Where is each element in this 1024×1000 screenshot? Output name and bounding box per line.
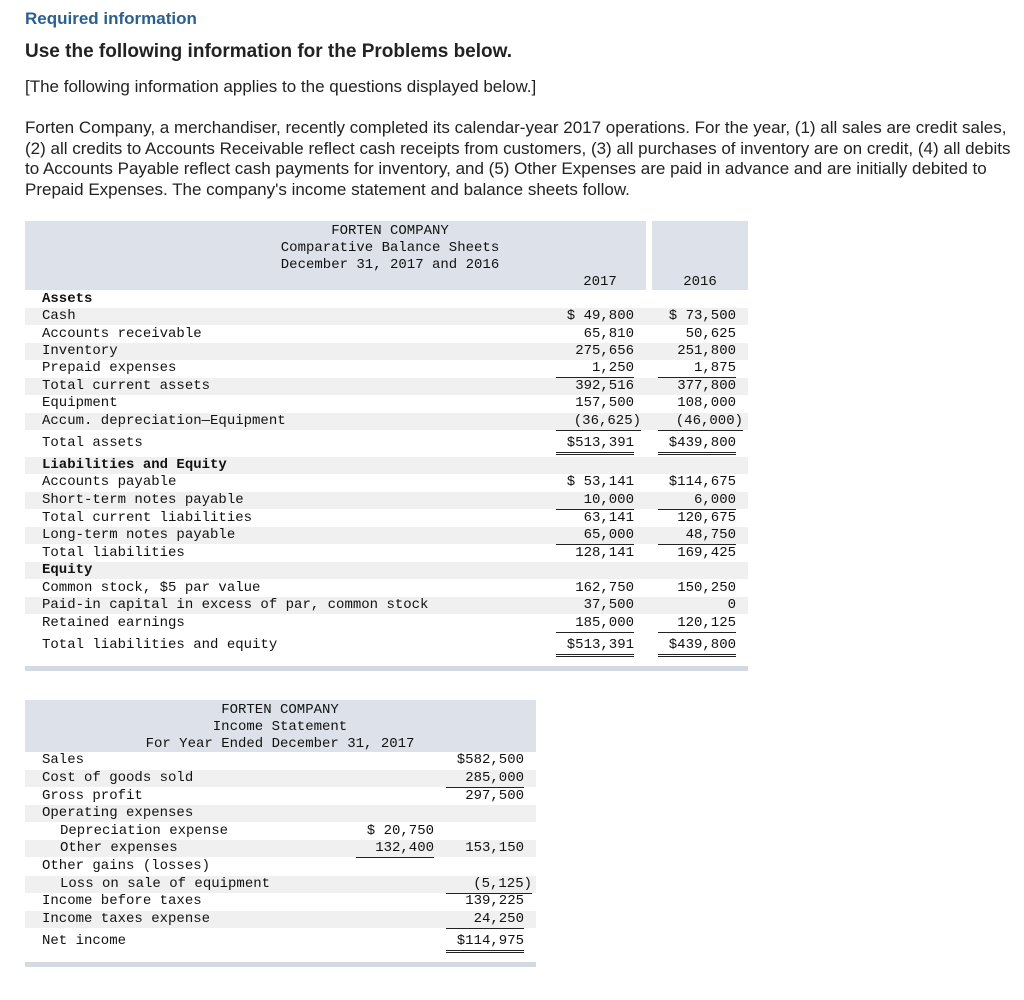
problem-description: Forten Company, a merchandiser, recently completed its calendar-year 2017 operations. For the year, (1) all sales are credit sales, (2) all credits to Accounts Receivable reflect cash receipts from customers, (3) all purchases of inventory are on credit, (4) all debits to Accounts Payable reflect cash payments for inventory, and (5) Other Expenses are paid in advance and are initially debited to Prepaid Expenses. The company's income statement and balance sheets follow. [25, 118, 1011, 199]
paid-in-capital-2017: 37,500 [583, 597, 634, 613]
balance-title-statement: Comparative Balance Sheets [280, 240, 500, 256]
balance-bottom-rule [25, 666, 748, 671]
retained-earnings-2017: 185,000 [556, 615, 634, 633]
income-bottom-rule [25, 962, 536, 967]
row-label-liabilities-equity: Liabilities and Equity [42, 457, 227, 473]
prepaid-2017: 1,250 [556, 360, 634, 378]
income-label-operating-expenses: Operating expenses [42, 805, 194, 821]
income-label-cogs: Cost of goods sold [42, 770, 194, 786]
accounts-receivable-2016: 50,625 [685, 326, 736, 342]
row-label-inventory: Inventory [42, 343, 118, 359]
row-label-accum-depreciation: Accum. depreciation—Equipment [42, 413, 286, 429]
total-current-liabilities-2017: 63,141 [583, 510, 634, 526]
total-liabilities-equity-2016: $439,800 [658, 637, 736, 657]
income-label-other-gains: Other gains (losses) [42, 858, 211, 874]
accounts-payable-2017: $ 53,141 [566, 474, 634, 490]
applies-note: [The following information applies to the questions displayed below.] [25, 77, 537, 96]
row-label-cash: Cash [42, 308, 76, 324]
row-label-equity: Equity [42, 562, 93, 578]
total-liabilities-equity-2017: $513,391 [556, 637, 634, 657]
stripe [25, 562, 748, 579]
income-taxes-value: 24,250 [446, 911, 524, 929]
short-term-notes-2016: 6,000 [658, 492, 736, 510]
row-label-total-liabilities-equity: Total liabilities and equity [42, 637, 278, 653]
total-current-assets-2016: 377,800 [677, 378, 736, 394]
income-label-net-income: Net income [42, 933, 127, 949]
income-title-company: FORTEN COMPANY [221, 702, 339, 718]
equipment-2017: 157,500 [575, 395, 634, 411]
total-assets-2016: $439,800 [658, 435, 736, 455]
income-label-income-before-taxes: Income before taxes [42, 893, 202, 909]
row-label-short-term-notes: Short-term notes payable [42, 492, 244, 508]
equipment-2016: 108,000 [677, 395, 736, 411]
row-label-total-assets: Total assets [42, 435, 143, 451]
row-label-long-term-notes: Long-term notes payable [42, 527, 236, 543]
accum-depreciation-2017: (36,625) [556, 413, 641, 431]
balance-col-2016: 2016 [683, 274, 717, 290]
inventory-2017: 275,656 [575, 343, 634, 359]
accounts-receivable-2017: 65,810 [583, 326, 634, 342]
loss-on-sale-value: (5,125) [446, 876, 532, 894]
other-expenses-value: 132,400 [356, 840, 434, 858]
row-label-total-current-assets: Total current assets [42, 378, 211, 394]
cash-2016: $ 73,500 [668, 308, 736, 324]
income-title-date: For Year Ended December 31, 2017 [145, 736, 415, 752]
prepaid-2016: 1,875 [658, 360, 736, 378]
row-label-total-liabilities: Total liabilities [42, 545, 185, 561]
balance-col-2017: 2017 [583, 274, 617, 290]
row-label-paid-in-capital: Paid-in capital in excess of par, common stock [42, 597, 429, 613]
net-income-value: $114,975 [446, 933, 524, 953]
gross-profit-value: 297,500 [465, 788, 524, 804]
stripe [25, 343, 748, 360]
stripe [25, 308, 748, 325]
retained-earnings-2016: 120,125 [658, 615, 736, 633]
row-label-assets: Assets [42, 291, 93, 307]
common-stock-2017: 162,750 [575, 580, 634, 596]
balance-title-date: December 31, 2017 and 2016 [280, 257, 500, 273]
row-label-total-current-liabilities: Total current liabilities [42, 510, 253, 526]
sales-value: $582,500 [456, 752, 524, 768]
income-label-other-expenses: Other expenses [60, 840, 178, 856]
row-label-accounts-receivable: Accounts receivable [42, 326, 202, 342]
income-label-sales: Sales [42, 752, 85, 768]
total-liabilities-2016: 169,425 [677, 545, 736, 561]
income-label-gross-profit: Gross profit [42, 788, 143, 804]
row-label-accounts-payable: Accounts payable [42, 474, 177, 490]
balance-title-company: FORTEN COMPANY [331, 223, 449, 239]
depreciation-expense-value: $ 20,750 [366, 823, 434, 839]
long-term-notes-2017: 65,000 [556, 527, 634, 545]
total-liabilities-2017: 128,141 [575, 545, 634, 561]
accum-depreciation-2016: (46,000) [658, 413, 743, 431]
row-label-equipment: Equipment [42, 395, 118, 411]
income-label-depreciation: Depreciation expense [60, 823, 229, 839]
total-assets-2017: $513,391 [556, 435, 634, 455]
income-label-taxes: Income taxes expense [42, 911, 211, 927]
income-label-loss-on-sale: Loss on sale of equipment [60, 876, 271, 892]
short-term-notes-2017: 10,000 [556, 492, 634, 510]
instructions-heading: Use the following information for the Problems below. [25, 41, 512, 62]
income-title-statement: Income Statement [212, 719, 348, 735]
cogs-value: 285,000 [446, 770, 524, 788]
total-current-liabilities-2016: 120,675 [677, 510, 736, 526]
paid-in-capital-2016: 0 [727, 597, 736, 613]
row-label-retained-earnings: Retained earnings [42, 615, 185, 631]
common-stock-2016: 150,250 [677, 580, 736, 596]
accounts-payable-2016: $114,675 [668, 474, 736, 490]
cash-2017: $ 49,800 [566, 308, 634, 324]
income-before-taxes-value: 139,225 [465, 893, 524, 909]
row-label-common-stock: Common stock, $5 par value [42, 580, 261, 596]
total-current-assets-2017: 392,516 [575, 378, 634, 394]
total-operating-expenses-value: 153,150 [465, 840, 524, 856]
required-information-heading: Required information [25, 9, 197, 28]
row-label-prepaid-expenses: Prepaid expenses [42, 360, 177, 376]
long-term-notes-2016: 48,750 [658, 527, 736, 545]
inventory-2016: 251,800 [677, 343, 736, 359]
